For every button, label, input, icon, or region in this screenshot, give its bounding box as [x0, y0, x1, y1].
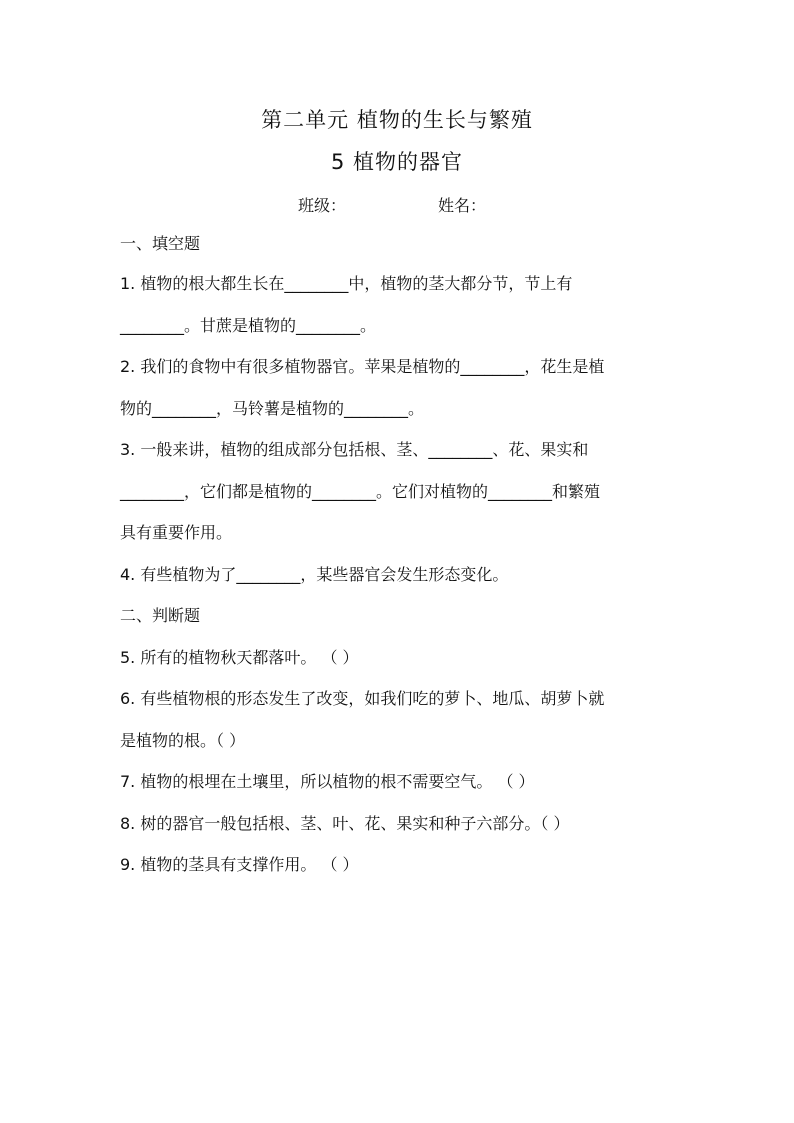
question-5-line: 5. 所有的植物秋天都落叶。 （ ）	[120, 648, 359, 667]
question-2-line-2: 物的________，马铃薯是植物的________。	[120, 399, 425, 418]
name-label: 姓名：	[438, 196, 487, 215]
question-2-line-1: 2. 我们的食物中有很多植物器官。苹果是植物的________，花生是植	[120, 357, 605, 376]
question-3-line-2: ________，它们都是植物的________。它们对植物的________和繁殖	[120, 482, 601, 501]
question-6-line-2: 是植物的根。（ ）	[120, 731, 246, 750]
question-3-line-1: 3. 一般来讲，植物的组成部分包括根、茎、________、花、果实和	[120, 440, 589, 459]
judge-section-heading: 二、判断题	[120, 606, 201, 625]
question-6-line-1: 6. 有些植物根的形态发生了改变，如我们吃的萝卜、地瓜、胡萝卜就	[120, 689, 605, 708]
unit-title: 第二单元 植物的生长与繁殖	[261, 108, 533, 132]
question-8-line: 8. 树的器官一般包括根、茎、叶、花、果实和种子六部分。（ ）	[120, 814, 570, 833]
lesson-title: 5 植物的器官	[330, 150, 464, 174]
question-1-line-2: ________。甘蔗是植物的________。	[120, 316, 377, 335]
question-3-line-3: 具有重要作用。	[120, 523, 233, 542]
question-7-line: 7. 植物的根埋在土壤里，所以植物的根不需要空气。 （ ）	[120, 772, 535, 791]
question-4-line-1: 4. 有些植物为了________，某些器官会发生形态变化。	[120, 565, 509, 584]
class-label: 班级：	[298, 196, 347, 215]
student-info-row	[0, 193, 794, 215]
fill-section-heading: 一、填空题	[120, 234, 201, 253]
question-1-line-1: 1. 植物的根大都生长在________中，植物的茎大都分节，节上有	[120, 274, 573, 293]
question-9-line: 9. 植物的茎具有支撑作用。 （ ）	[120, 855, 359, 874]
